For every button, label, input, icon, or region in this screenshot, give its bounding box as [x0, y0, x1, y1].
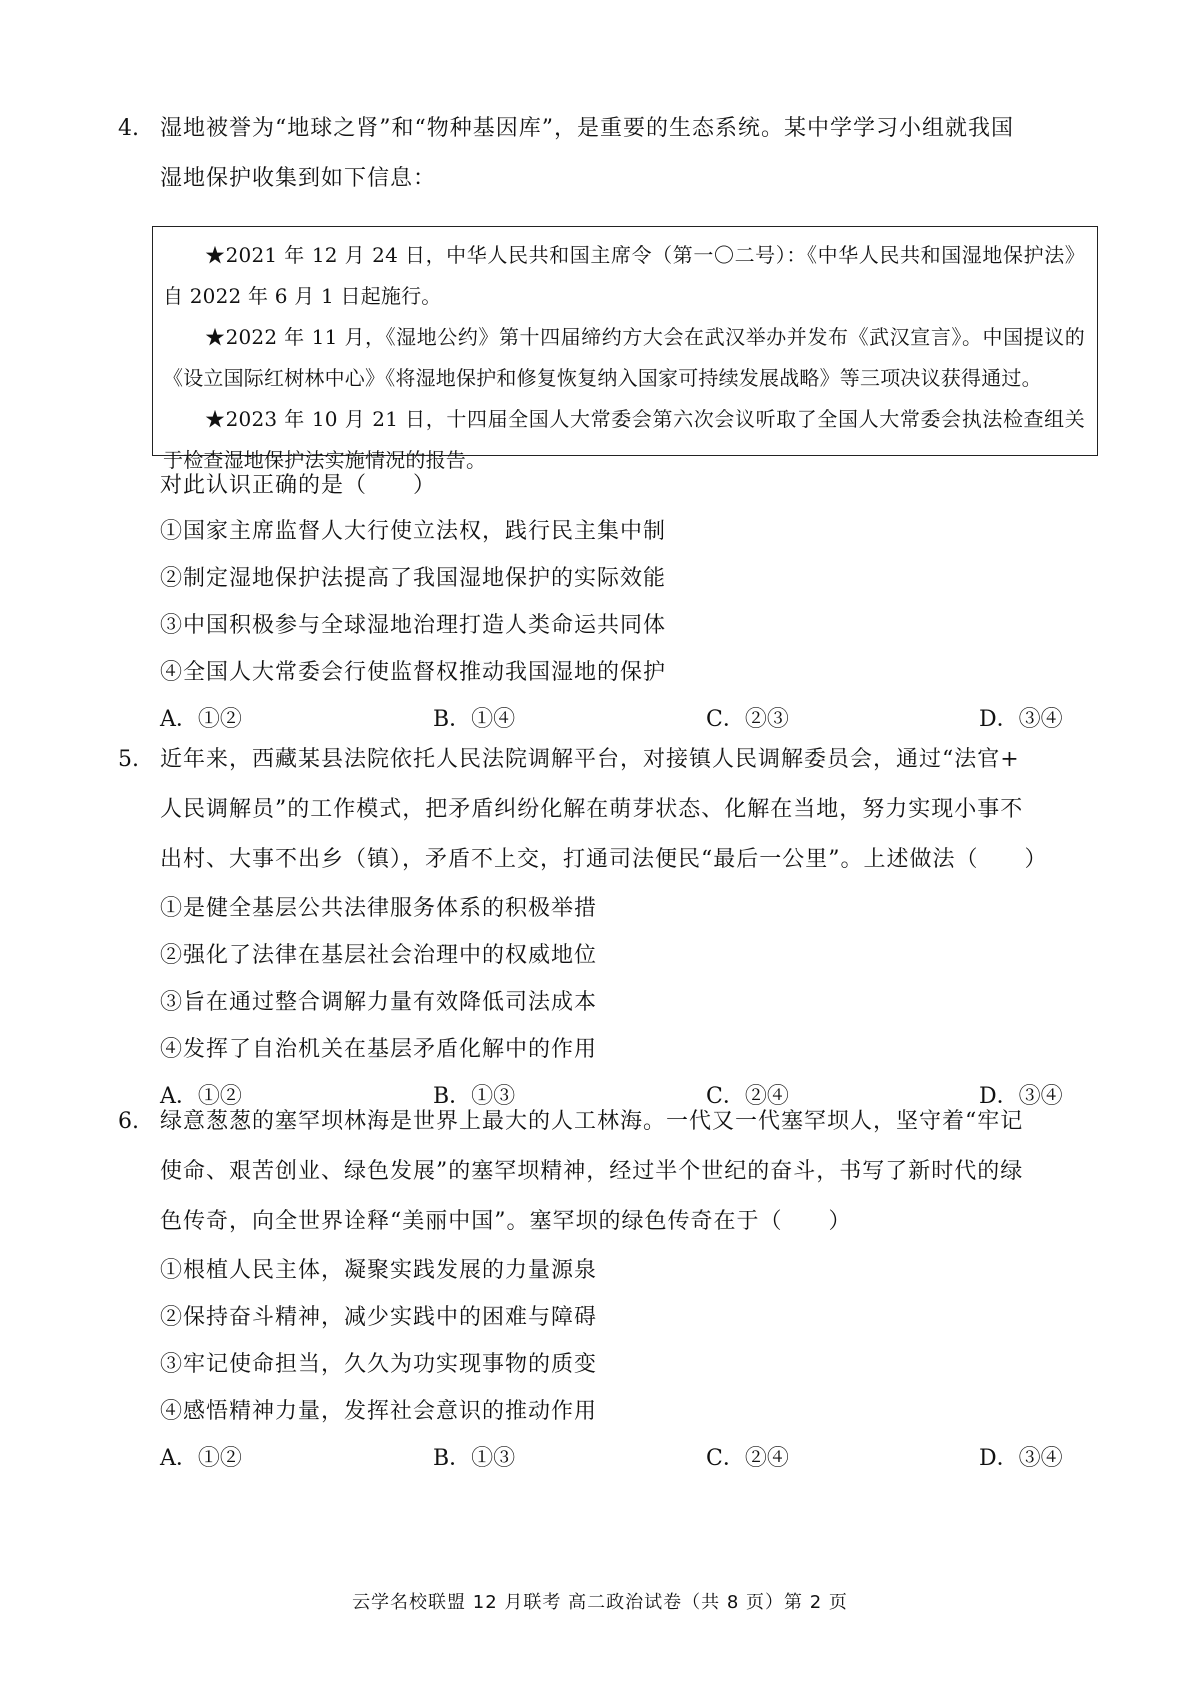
option-statement: ④全国人大常委会行使监督权推动我国湿地的保护 — [160, 660, 667, 685]
info-item: ★2023 年 10 月 21 日，十四届全国人大常委会第六次会议听取了全国人大常委会执法检查组关于检查湿地保护法实施情况的报告。 — [163, 407, 1085, 472]
choice-b[interactable]: B．①③ — [433, 1084, 516, 1109]
choice-d[interactable]: D．③④ — [979, 1446, 1063, 1471]
option-statement: ③牢记使命担当，久久为功实现事物的质变 — [160, 1352, 598, 1377]
stem-line: 色传奇，向全世界诠释“美丽中国”。塞罕坝的绿色传奇在于（ ） — [160, 1209, 852, 1234]
stem-line: 人民调解员”的工作模式，把矛盾纠纷化解在萌芽状态、化解在当地，努力实现小事不 — [160, 797, 1024, 822]
stem-line: 近年来，西藏某县法院依托人民法院调解平台，对接镇人民调解委员会，通过“法官+ — [160, 747, 1020, 772]
choice-c[interactable]: C．②④ — [706, 1084, 789, 1109]
choice-a[interactable]: A．①② — [160, 1084, 242, 1109]
question-6 — [118, 1097, 1098, 1482]
option-statement: ③中国积极参与全球湿地治理打造人类命运共同体 — [160, 613, 667, 638]
question-prompt: 对此认识正确的是（ ） — [160, 473, 437, 498]
question-stem — [160, 104, 1098, 204]
option-statement: ①国家主席监督人大行使立法权，践行民主集中制 — [160, 519, 667, 544]
choice-d[interactable]: D．③④ — [979, 707, 1063, 732]
question-number: 4. — [118, 116, 139, 141]
stem-line: 湿地被誉为“地球之肾”和“物种基因库”，是重要的生态系统。某中学学习小组就我国 — [160, 116, 1014, 141]
info-item: ★2022 年 11 月，《湿地公约》第十四届缔约方大会在武汉举办并发布《武汉宣言》。中国提议的《设立国际红树林中心》《将湿地保护和修复恢复纳入国家可持续发展战略》等三项决议获得通过。 — [163, 325, 1085, 390]
choice-c[interactable]: C．②④ — [706, 1446, 789, 1471]
stem-line: 使命、艰苦创业、绿色发展”的塞罕坝精神，经过半个世纪的奋斗，书写了新时代的绿 — [160, 1159, 1024, 1184]
stem-line: 湿地保护收集到如下信息： — [160, 166, 437, 191]
option-statement: ①根植人民主体，凝聚实践发展的力量源泉 — [160, 1258, 598, 1283]
answer-choices — [160, 1435, 1098, 1482]
option-statement: ②制定湿地保护法提高了我国湿地保护的实际效能 — [160, 566, 667, 591]
option-statement: ①是健全基层公共法律服务体系的积极举措 — [160, 896, 598, 921]
choice-d[interactable]: D．③④ — [979, 1084, 1063, 1109]
question-5 — [118, 735, 1098, 1120]
choice-b[interactable]: B．①④ — [433, 707, 516, 732]
question-number: 6. — [118, 1109, 139, 1134]
choice-b[interactable]: B．①③ — [433, 1446, 516, 1471]
choice-c[interactable]: C．②③ — [706, 707, 789, 732]
info-box — [152, 226, 1098, 472]
option-statement: ③旨在通过整合调解力量有效降低司法成本 — [160, 990, 598, 1015]
choice-a[interactable]: A．①② — [160, 1446, 242, 1471]
option-statement: ④感悟精神力量，发挥社会意识的推动作用 — [160, 1399, 598, 1424]
option-statement: ②强化了法律在基层社会治理中的权威地位 — [160, 943, 598, 968]
stem-line: 绿意葱葱的塞罕坝林海是世界上最大的人工林海。一代又一代塞罕坝人，坚守着“牢记 — [160, 1109, 1024, 1134]
stem-line: 出村、大事不出乡（镇），矛盾不上交，打通司法便民“最后一公里”。上述做法（ ） — [160, 847, 1048, 872]
choice-a[interactable]: A．①② — [160, 707, 242, 732]
option-statement: ④发挥了自治机关在基层矛盾化解中的作用 — [160, 1037, 598, 1062]
page-footer: 云学名校联盟 12 月联考 高二政治试卷（共 8 页）第 2 页 — [352, 1592, 848, 1613]
question-4 — [118, 104, 1098, 204]
info-item: ★2021 年 12 月 24 日，中华人民共和国主席令（第一〇二号）：《中华人民共和国湿地保护法》自 2022 年 6 月 1 日起施行。 — [163, 243, 1085, 308]
question-4-options — [118, 464, 1098, 743]
option-statement: ②保持奋斗精神，减少实践中的困难与障碍 — [160, 1305, 598, 1330]
question-number: 5. — [118, 747, 139, 772]
